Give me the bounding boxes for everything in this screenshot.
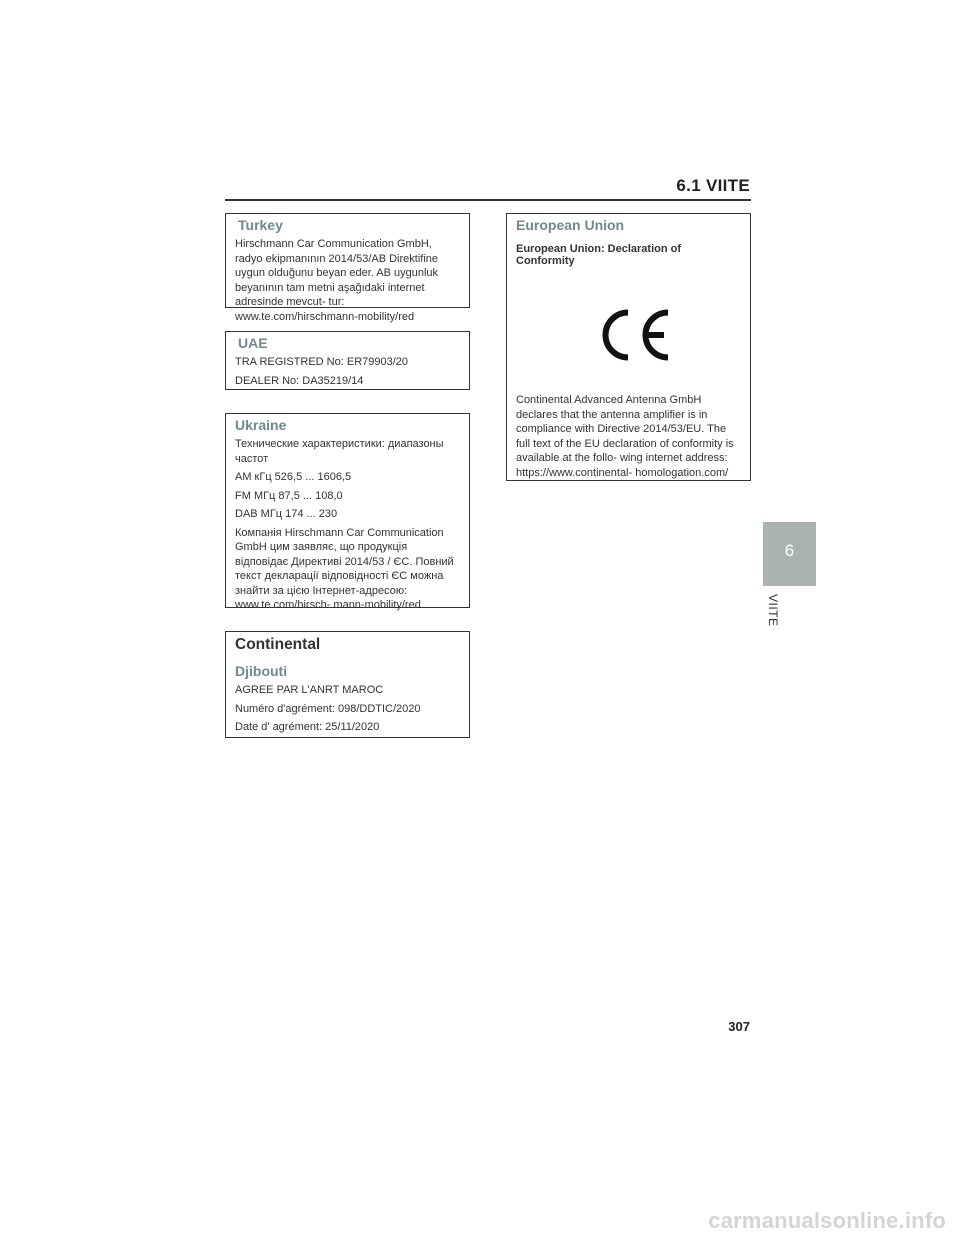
ukraine-fm-line: FM МГц 87,5 ... 108,0 — [235, 489, 343, 502]
continental-date-line: Date d' agrément: 25/11/2020 — [235, 721, 380, 733]
ukraine-specs-heading: Технические характеристики: диапазоны частот — [235, 438, 444, 465]
turkey-title: Turkey — [238, 217, 283, 233]
djibouti-title: Djibouti — [235, 663, 288, 679]
eu-box — [506, 213, 751, 481]
continental-number-line: Numéro d'agrément: 098/DDTIC/2020 — [235, 702, 421, 715]
eu-title: European Union — [516, 217, 625, 233]
chapter-label: VIITE — [766, 594, 780, 627]
ce-mark-icon — [594, 307, 670, 363]
continental-box — [225, 631, 470, 738]
watermark: carmanualsonline.info — [708, 1208, 946, 1233]
uae-box — [225, 331, 470, 390]
continental-title: Continental — [235, 636, 321, 653]
turkey-box — [225, 213, 470, 323]
continental-agree-line: AGREE PAR L'ANRT MAROC — [235, 684, 384, 696]
eu-declaration-text: Continental Advanced Antenna GmbH declares that the antenna amplifier is in compliance with Directive 2014/53/EU. The full text of the EU declaration of conformity is available at the follo- wing internet address: https://www.continental- homologation.com/ — [516, 394, 734, 479]
turkey-text: Hirschmann Car Communication GmbH, radyo ekipmanının 2014/53/AB Direktifine uygun olduğunu beyan eder. AB uygunluk beyanının tam metni aşağıdaki internet adresinde mevcut- tur: www.te.com/hirschmann-mobility/red — [235, 238, 439, 323]
ukraine-dab-line: DAB МГц 174 ... 230 — [235, 508, 338, 520]
header-divider — [225, 199, 751, 201]
ukraine-am-line: AM кГц 526,5 ... 1606,5 — [235, 471, 352, 483]
chapter-tab — [763, 522, 816, 586]
page-number: 307 — [728, 1019, 750, 1034]
ukraine-title: Ukraine — [235, 417, 287, 433]
chapter-number: 6 — [784, 541, 795, 560]
uae-registred-line: TRA REGISTRED No: ER79903/20 — [235, 356, 409, 368]
uae-title: UAE — [238, 335, 268, 351]
ukraine-box — [225, 413, 470, 611]
section-title: 6.1 VIITE — [676, 176, 750, 195]
eu-subtitle: European Union: Declaration of Conformity — [516, 243, 682, 267]
ukraine-declaration-text: Компанія Hirschmann Car Communication GmbH цим заявляє, що продукція відповідає Директиві 2014/53 / ЄС. Повний текст декларації відповідності ЄС можна знайти за цією Інтернет-адресою: www.te.com/hirsch- mann-mobility/red — [235, 526, 454, 611]
uae-dealer-line: DEALER No: DA35219/14 — [235, 374, 364, 387]
